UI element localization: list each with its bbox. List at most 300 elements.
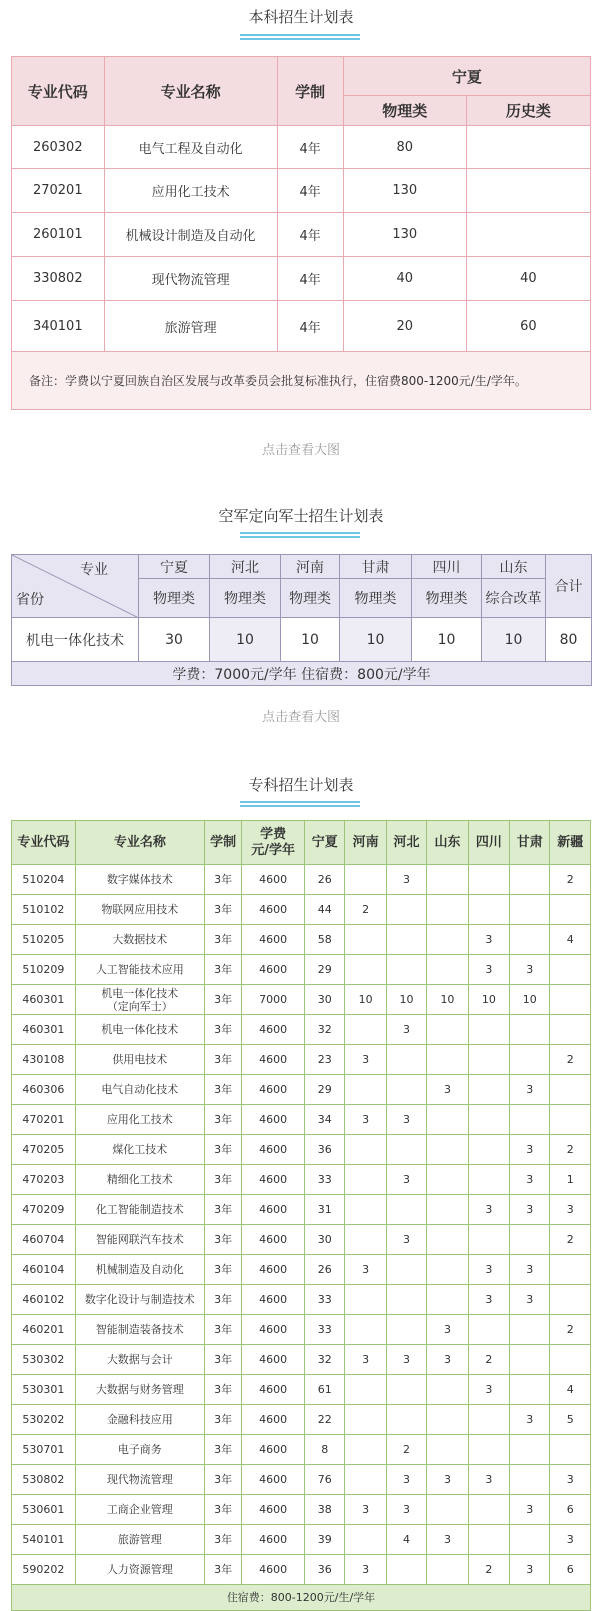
cell-code: 460306 bbox=[12, 1075, 76, 1105]
header-code: 专业代码 bbox=[12, 821, 76, 865]
quota-value: 10 bbox=[281, 618, 340, 662]
cell-name: 供用电技术 bbox=[75, 1045, 204, 1075]
cell-code: 260101 bbox=[12, 213, 105, 257]
cell-years: 3年 bbox=[204, 1135, 241, 1165]
title-underline bbox=[240, 801, 360, 807]
cell-xj: 1 bbox=[550, 1165, 591, 1195]
major-name: 机电一体化技术 bbox=[12, 618, 139, 662]
cell-sc: 3 bbox=[468, 1195, 509, 1225]
cell-xj: 2 bbox=[550, 865, 591, 895]
cell-name: 机电一体化技术 bbox=[75, 1015, 204, 1045]
cell-code: 530202 bbox=[12, 1405, 76, 1435]
table-row bbox=[12, 1135, 591, 1165]
cell-gs: 10 bbox=[510, 985, 550, 1015]
cell-xj: 2 bbox=[550, 1045, 591, 1075]
cell-hen: 3 bbox=[345, 1255, 386, 1285]
cell-sc bbox=[468, 1135, 509, 1165]
title-underline bbox=[240, 34, 360, 40]
cell-heb bbox=[386, 1195, 426, 1225]
cell-fee: 4600 bbox=[242, 1285, 305, 1315]
cell-hen: 2 bbox=[345, 895, 386, 925]
cell-code: 530301 bbox=[12, 1375, 76, 1405]
cell-heb: 3 bbox=[386, 1345, 426, 1375]
cell-gs bbox=[510, 1465, 550, 1495]
province-header: 宁夏 bbox=[139, 555, 210, 579]
table-row bbox=[12, 925, 591, 955]
quota-value: 10 bbox=[412, 618, 482, 662]
cell-nx: 22 bbox=[305, 1405, 345, 1435]
cell-hen bbox=[345, 925, 386, 955]
cell-xj bbox=[550, 1345, 591, 1375]
cell-sd bbox=[427, 955, 468, 985]
cell-years: 4年 bbox=[277, 213, 343, 257]
total-header: 合计 bbox=[546, 555, 592, 618]
cell-sc bbox=[468, 1435, 509, 1465]
header-name: 专业名称 bbox=[104, 57, 277, 126]
cell-sd bbox=[427, 895, 468, 925]
cell-code: 330802 bbox=[12, 257, 105, 301]
cell-code: 530802 bbox=[12, 1465, 76, 1495]
cell-xj: 2 bbox=[550, 1135, 591, 1165]
cell-sc: 10 bbox=[468, 985, 509, 1015]
cell-code: 510204 bbox=[12, 865, 76, 895]
table-row bbox=[12, 1435, 591, 1465]
cell-years: 3年 bbox=[204, 925, 241, 955]
cell-sd: 3 bbox=[427, 1075, 468, 1105]
header-region: 宁夏 bbox=[343, 57, 590, 96]
cell-gs bbox=[510, 1525, 550, 1555]
cell-sd bbox=[427, 1405, 468, 1435]
category-header: 物理类 bbox=[340, 579, 412, 618]
section2-title: 空军定向军士招生计划表 bbox=[218, 507, 384, 525]
cell-xj bbox=[550, 955, 591, 985]
cell-fee: 4600 bbox=[242, 1375, 305, 1405]
table-row bbox=[12, 1165, 591, 1195]
cell-hen bbox=[345, 865, 386, 895]
cell-years: 3年 bbox=[204, 985, 241, 1015]
cell-years: 3年 bbox=[204, 1285, 241, 1315]
quota-value: 10 bbox=[210, 618, 281, 662]
cell-xj: 4 bbox=[550, 1375, 591, 1405]
cell-fee: 4600 bbox=[242, 1225, 305, 1255]
cell-xj: 2 bbox=[550, 1225, 591, 1255]
view-large-image-link[interactable]: 点击查看大图 bbox=[261, 710, 340, 725]
cell-fee: 4600 bbox=[242, 925, 305, 955]
table-row bbox=[12, 1285, 591, 1315]
cell-xj bbox=[550, 1255, 591, 1285]
cell-years: 3年 bbox=[204, 1075, 241, 1105]
cell-nx: 30 bbox=[305, 985, 345, 1015]
cell-name: 智能网联汽车技术 bbox=[75, 1225, 204, 1255]
cell-history: 40 bbox=[466, 257, 590, 301]
cell-xj: 6 bbox=[550, 1495, 591, 1525]
cell-code: 470203 bbox=[12, 1165, 76, 1195]
table-row bbox=[12, 1375, 591, 1405]
cell-hen: 3 bbox=[345, 1555, 386, 1585]
section3-title: 专科招生计划表 bbox=[248, 776, 354, 794]
cell-nx: 32 bbox=[305, 1015, 345, 1045]
cell-name: 物联网应用技术 bbox=[75, 895, 204, 925]
cell-hen: 3 bbox=[345, 1105, 386, 1135]
cell-years: 3年 bbox=[204, 1315, 241, 1345]
cell-years: 3年 bbox=[204, 1375, 241, 1405]
cell-sc bbox=[468, 1105, 509, 1135]
header-years: 学制 bbox=[204, 821, 241, 865]
cell-name-line1: 机电一体化技术 bbox=[101, 986, 179, 1000]
cell-heb: 3 bbox=[386, 1165, 426, 1195]
cell-gs bbox=[510, 1345, 550, 1375]
cell-sd bbox=[427, 1105, 468, 1135]
cell-code: 260302 bbox=[12, 126, 105, 169]
cell-name: 人工智能技术应用 bbox=[75, 955, 204, 985]
cell-hen bbox=[345, 1015, 386, 1045]
header-years: 学制 bbox=[277, 57, 343, 126]
cell-sd: 3 bbox=[427, 1315, 468, 1345]
cell-nx: 29 bbox=[305, 955, 345, 985]
table-row bbox=[12, 1555, 591, 1585]
cell-heb: 3 bbox=[386, 1105, 426, 1135]
cell-xj bbox=[550, 1105, 591, 1135]
cell-heb bbox=[386, 1075, 426, 1105]
cell-sd bbox=[427, 1015, 468, 1045]
header-physics: 物理类 bbox=[343, 96, 466, 126]
cell-gs bbox=[510, 1045, 550, 1075]
cell-sd bbox=[427, 1435, 468, 1465]
cell-heb: 2 bbox=[386, 1435, 426, 1465]
header-shandong: 山东 bbox=[427, 821, 468, 865]
cell-xj: 4 bbox=[550, 925, 591, 955]
cell-name: 应用化工技术 bbox=[75, 1105, 204, 1135]
cell-years: 3年 bbox=[204, 1435, 241, 1465]
cell-sd bbox=[427, 1225, 468, 1255]
cell-sd: 3 bbox=[427, 1465, 468, 1495]
cell-nx: 36 bbox=[305, 1555, 345, 1585]
cell-years: 3年 bbox=[204, 1495, 241, 1525]
table-row bbox=[12, 985, 591, 1015]
cell-name: 精细化工技术 bbox=[75, 1165, 204, 1195]
cell-code: 270201 bbox=[12, 169, 105, 213]
cell-code: 530601 bbox=[12, 1495, 76, 1525]
cell-heb: 3 bbox=[386, 1015, 426, 1045]
cell-history bbox=[466, 126, 590, 169]
cell-nx: 38 bbox=[305, 1495, 345, 1525]
header-history: 历史类 bbox=[466, 96, 590, 126]
header-code: 专业代码 bbox=[12, 57, 105, 126]
fee-footer: 学费：7000元/学年 住宿费：800元/学年 bbox=[12, 662, 592, 686]
cell-name: 金融科技应用 bbox=[75, 1405, 204, 1435]
cell-hen bbox=[345, 1195, 386, 1225]
cell-name: 机械设计制造及自动化 bbox=[104, 213, 277, 257]
cell-gs: 3 bbox=[510, 1285, 550, 1315]
cell-gs bbox=[510, 1375, 550, 1405]
cell-code: 470209 bbox=[12, 1195, 76, 1225]
cell-fee: 4600 bbox=[242, 865, 305, 895]
cell-gs: 3 bbox=[510, 1165, 550, 1195]
cell-heb bbox=[386, 1405, 426, 1435]
quota-value: 10 bbox=[340, 618, 412, 662]
cell-name bbox=[75, 985, 204, 1015]
cell-sc: 2 bbox=[468, 1345, 509, 1375]
corner-major-label: 专业 bbox=[80, 562, 108, 578]
header-xinjiang: 新疆 bbox=[550, 821, 591, 865]
cell-fee: 4600 bbox=[242, 1075, 305, 1105]
cell-sc bbox=[468, 1225, 509, 1255]
cell-hen bbox=[345, 1135, 386, 1165]
cell-sc: 3 bbox=[468, 1375, 509, 1405]
cell-code: 510102 bbox=[12, 895, 76, 925]
cell-years: 3年 bbox=[204, 1345, 241, 1375]
cell-sc bbox=[468, 1075, 509, 1105]
cell-hen bbox=[345, 1285, 386, 1315]
cell-heb bbox=[386, 925, 426, 955]
cell-code: 460104 bbox=[12, 1255, 76, 1285]
cell-hen: 10 bbox=[345, 985, 386, 1015]
cell-sd bbox=[427, 1255, 468, 1285]
cell-years: 3年 bbox=[204, 1405, 241, 1435]
cell-name: 电气工程及自动化 bbox=[104, 126, 277, 169]
table-row bbox=[12, 1225, 591, 1255]
cell-fee: 4600 bbox=[242, 1315, 305, 1345]
cell-gs bbox=[510, 865, 550, 895]
cell-sc bbox=[468, 1525, 509, 1555]
cell-xj: 5 bbox=[550, 1405, 591, 1435]
header-gansu: 甘肃 bbox=[510, 821, 550, 865]
cell-sd bbox=[427, 1555, 468, 1585]
province-header: 甘肃 bbox=[340, 555, 412, 579]
cell-code: 460201 bbox=[12, 1315, 76, 1345]
cell-fee: 4600 bbox=[242, 1465, 305, 1495]
cell-code: 530701 bbox=[12, 1435, 76, 1465]
cell-heb bbox=[386, 895, 426, 925]
cell-code: 510205 bbox=[12, 925, 76, 955]
cell-name: 旅游管理 bbox=[75, 1525, 204, 1555]
table-row bbox=[12, 1195, 591, 1225]
cell-gs bbox=[510, 1435, 550, 1465]
college-plan-table bbox=[11, 820, 591, 1611]
corner-province-label: 省份 bbox=[16, 592, 44, 608]
table-row bbox=[12, 895, 591, 925]
cell-history: 60 bbox=[466, 301, 590, 352]
cell-heb: 3 bbox=[386, 1465, 426, 1495]
cell-heb bbox=[386, 955, 426, 985]
cell-xj: 2 bbox=[550, 1315, 591, 1345]
cell-nx: 76 bbox=[305, 1465, 345, 1495]
cell-gs bbox=[510, 1225, 550, 1255]
province-header: 河北 bbox=[210, 555, 281, 579]
cell-hen bbox=[345, 1405, 386, 1435]
cell-years: 3年 bbox=[204, 1045, 241, 1075]
cell-physics: 20 bbox=[343, 301, 466, 352]
province-header: 四川 bbox=[412, 555, 482, 579]
cell-fee: 4600 bbox=[242, 1135, 305, 1165]
cell-xj bbox=[550, 985, 591, 1015]
cell-physics: 80 bbox=[343, 126, 466, 169]
cell-years: 3年 bbox=[204, 1225, 241, 1255]
cell-gs: 3 bbox=[510, 1075, 550, 1105]
cell-hen: 3 bbox=[345, 1045, 386, 1075]
cell-years: 4年 bbox=[277, 126, 343, 169]
table-row bbox=[12, 1345, 591, 1375]
cell-gs: 3 bbox=[510, 1135, 550, 1165]
cell-name: 数字媒体技术 bbox=[75, 865, 204, 895]
cell-fee: 4600 bbox=[242, 1015, 305, 1045]
cell-sd bbox=[427, 1135, 468, 1165]
cell-sd bbox=[427, 1165, 468, 1195]
cell-sc: 2 bbox=[468, 1555, 509, 1585]
cell-hen bbox=[345, 1435, 386, 1465]
cell-nx: 44 bbox=[305, 895, 345, 925]
cell-nx: 32 bbox=[305, 1345, 345, 1375]
cell-name: 数字化设计与制造技术 bbox=[75, 1285, 204, 1315]
cell-hen bbox=[345, 1525, 386, 1555]
table-row bbox=[12, 126, 591, 169]
cell-years: 3年 bbox=[204, 895, 241, 925]
cell-years: 3年 bbox=[204, 1105, 241, 1135]
cell-name: 应用化工技术 bbox=[104, 169, 277, 213]
table-row bbox=[12, 1525, 591, 1555]
cell-xj bbox=[550, 1075, 591, 1105]
cell-nx: 23 bbox=[305, 1045, 345, 1075]
cell-fee: 4600 bbox=[242, 1435, 305, 1465]
cell-xj bbox=[550, 1435, 591, 1465]
cell-years: 4年 bbox=[277, 257, 343, 301]
military-plan-table bbox=[11, 554, 592, 686]
cell-sc bbox=[468, 865, 509, 895]
cell-physics: 130 bbox=[343, 169, 466, 213]
housing-footer: 住宿费：800-1200元/生/学年 bbox=[12, 1585, 591, 1611]
cell-years: 3年 bbox=[204, 1165, 241, 1195]
category-header: 物理类 bbox=[412, 579, 482, 618]
cell-gs: 3 bbox=[510, 1255, 550, 1285]
cell-heb bbox=[386, 1135, 426, 1165]
table-row bbox=[12, 1405, 591, 1435]
table-row bbox=[12, 955, 591, 985]
cell-sc bbox=[468, 1315, 509, 1345]
category-header: 物理类 bbox=[139, 579, 210, 618]
cell-years: 3年 bbox=[204, 1195, 241, 1225]
cell-fee: 7000 bbox=[242, 985, 305, 1015]
cell-sc bbox=[468, 1165, 509, 1195]
cell-code: 430108 bbox=[12, 1045, 76, 1075]
cell-sc bbox=[468, 1495, 509, 1525]
header-henan: 河南 bbox=[345, 821, 386, 865]
cell-gs: 3 bbox=[510, 1195, 550, 1225]
cell-sc bbox=[468, 1015, 509, 1045]
cell-years: 3年 bbox=[204, 1525, 241, 1555]
table-row bbox=[12, 1105, 591, 1135]
undergrad-plan-table bbox=[11, 56, 591, 410]
cell-gs: 3 bbox=[510, 1555, 550, 1585]
cell-code: 540101 bbox=[12, 1525, 76, 1555]
cell-heb: 10 bbox=[386, 985, 426, 1015]
cell-physics: 40 bbox=[343, 257, 466, 301]
category-header: 综合改革 bbox=[482, 579, 546, 618]
cell-name: 工商企业管理 bbox=[75, 1495, 204, 1525]
cell-years: 3年 bbox=[204, 865, 241, 895]
quota-value: 30 bbox=[139, 618, 210, 662]
cell-sd bbox=[427, 1375, 468, 1405]
cell-gs: 3 bbox=[510, 1405, 550, 1435]
cell-gs: 3 bbox=[510, 955, 550, 985]
cell-nx: 58 bbox=[305, 925, 345, 955]
cell-fee: 4600 bbox=[242, 1045, 305, 1075]
cell-gs bbox=[510, 925, 550, 955]
cell-code: 460301 bbox=[12, 1015, 76, 1045]
category-header: 物理类 bbox=[210, 579, 281, 618]
header-fee bbox=[242, 821, 305, 865]
cell-sd: 10 bbox=[427, 985, 468, 1015]
table-row bbox=[12, 213, 591, 257]
cell-sd bbox=[427, 925, 468, 955]
cell-code: 470201 bbox=[12, 1105, 76, 1135]
cell-fee: 4600 bbox=[242, 895, 305, 925]
cell-nx: 34 bbox=[305, 1105, 345, 1135]
cell-name: 大数据技术 bbox=[75, 925, 204, 955]
header-fee-line2: 元/学年 bbox=[251, 842, 296, 858]
table-row bbox=[12, 257, 591, 301]
cell-sd bbox=[427, 1285, 468, 1315]
cell-code: 590202 bbox=[12, 1555, 76, 1585]
header-name: 专业名称 bbox=[75, 821, 204, 865]
cell-sd: 3 bbox=[427, 1345, 468, 1375]
table-note: 备注：学费以宁夏回族自治区发展与改革委员会批复标准执行，住宿费800-1200元/生/学年。 bbox=[12, 352, 591, 410]
cell-name: 电气自动化技术 bbox=[75, 1075, 204, 1105]
table-row bbox=[12, 1465, 591, 1495]
table-row bbox=[12, 1315, 591, 1345]
cell-nx: 29 bbox=[305, 1075, 345, 1105]
cell-xj: 3 bbox=[550, 1525, 591, 1555]
cell-fee: 4600 bbox=[242, 1525, 305, 1555]
province-header: 山东 bbox=[482, 555, 546, 579]
cell-name: 大数据与财务管理 bbox=[75, 1375, 204, 1405]
cell-name: 电子商务 bbox=[75, 1435, 204, 1465]
cell-gs bbox=[510, 1315, 550, 1345]
table-row bbox=[12, 1255, 591, 1285]
category-header: 物理类 bbox=[281, 579, 340, 618]
cell-sc: 3 bbox=[468, 925, 509, 955]
cell-sd bbox=[427, 1495, 468, 1525]
cell-history bbox=[466, 169, 590, 213]
cell-years: 3年 bbox=[204, 955, 241, 985]
cell-heb: 4 bbox=[386, 1525, 426, 1555]
view-large-image-link[interactable]: 点击查看大图 bbox=[261, 443, 340, 458]
cell-gs bbox=[510, 1015, 550, 1045]
cell-physics: 130 bbox=[343, 213, 466, 257]
cell-hen: 3 bbox=[345, 1345, 386, 1375]
cell-heb bbox=[386, 1045, 426, 1075]
cell-fee: 4600 bbox=[242, 1345, 305, 1375]
cell-years: 3年 bbox=[204, 1255, 241, 1285]
cell-gs bbox=[510, 1105, 550, 1135]
cell-sc bbox=[468, 1045, 509, 1075]
cell-gs: 3 bbox=[510, 1495, 550, 1525]
cell-xj bbox=[550, 1015, 591, 1045]
cell-code: 460704 bbox=[12, 1225, 76, 1255]
header-fee-line1: 学费 bbox=[260, 826, 287, 842]
cell-name: 机械制造及自动化 bbox=[75, 1255, 204, 1285]
cell-nx: 26 bbox=[305, 865, 345, 895]
cell-nx: 36 bbox=[305, 1135, 345, 1165]
cell-nx: 33 bbox=[305, 1315, 345, 1345]
section1-title: 本科招生计划表 bbox=[248, 8, 354, 26]
cell-fee: 4600 bbox=[242, 1405, 305, 1435]
cell-code: 340101 bbox=[12, 301, 105, 352]
cell-gs bbox=[510, 895, 550, 925]
table-row bbox=[12, 1045, 591, 1075]
cell-heb: 3 bbox=[386, 1225, 426, 1255]
header-sichuan: 四川 bbox=[468, 821, 509, 865]
cell-name: 旅游管理 bbox=[104, 301, 277, 352]
